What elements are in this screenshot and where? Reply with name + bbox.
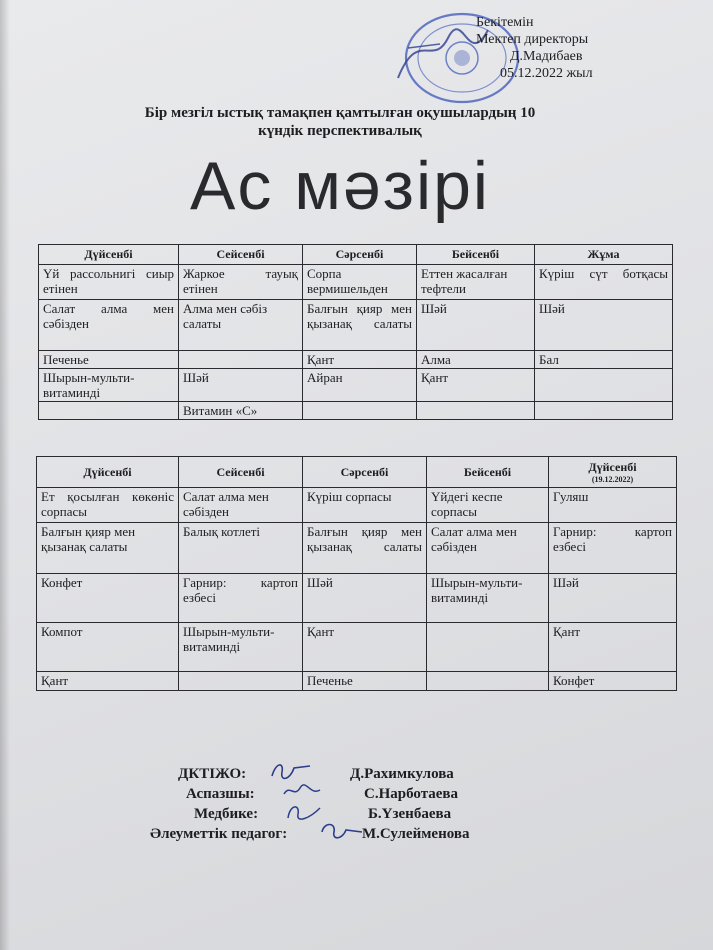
table-row [39, 351, 673, 369]
menu-cell: Балғын қияр мен қызанақ салаты [37, 523, 179, 574]
menu-cell: Алма [417, 351, 535, 369]
day-header: Бейсенбі [417, 245, 535, 265]
menu-cell: Шәй [303, 574, 427, 623]
menu-cell: Гарнир: картоп езбесі [179, 574, 303, 623]
menu-cell: Салат алма мен сәбізден [39, 300, 179, 351]
signature-role: Медбике: [194, 806, 259, 822]
menu-cell: Шәй [549, 574, 677, 623]
menu-cell: Қант [417, 369, 535, 402]
menu-table-week-2 [36, 456, 677, 691]
menu-cell: Күріш сүт ботқасы [535, 265, 673, 300]
menu-cell: Салат алма мен сәбізден [179, 488, 303, 523]
signature-name: Д.Рахимкулова [350, 766, 454, 782]
menu-cell: Айран [303, 369, 417, 402]
menu-cell: Балық котлеті [179, 523, 303, 574]
menu-cell: Күріш сорпасы [303, 488, 427, 523]
document-subtitle [60, 104, 620, 140]
menu-cell: Жаркое тауық етінен [179, 265, 303, 300]
menu-cell [417, 402, 535, 420]
day-header: Бейсенбі [427, 457, 549, 488]
menu-cell: Шәй [179, 369, 303, 402]
menu-cell [39, 402, 179, 420]
table-row [37, 488, 677, 523]
signature-role: Аспазшы: [186, 786, 255, 802]
table-header-row [37, 457, 677, 488]
table-row [37, 672, 677, 691]
menu-cell: Гуляш [549, 488, 677, 523]
table-row [39, 369, 673, 402]
menu-cell: Балғын қияр мен қызанақ салаты [303, 300, 417, 351]
menu-cell [535, 402, 673, 420]
signature-block [150, 764, 570, 844]
menu-cell: Үй рассольнигі сиыр етінен [39, 265, 179, 300]
menu-cell: Қант [37, 672, 179, 691]
menu-cell: Қант [303, 623, 427, 672]
table-row [39, 300, 673, 351]
menu-cell [427, 672, 549, 691]
signature-role: Әлеуметтік педагог: [150, 826, 288, 842]
day-header: Сәрсенбі [303, 457, 427, 488]
menu-cell: Қант [303, 351, 417, 369]
menu-cell: Витамин «С» [179, 402, 303, 420]
day-header: Сейсенбі [179, 457, 303, 488]
menu-cell: Үйдегі кеспе сорпасы [427, 488, 549, 523]
day-header: Сейсенбі [179, 245, 303, 265]
signature-row [150, 784, 570, 804]
menu-cell: Шырын-мульти-витаминді [179, 623, 303, 672]
menu-cell: Балғын қияр мен қызанақ салаты [303, 523, 427, 574]
day-header: Дүйсенбі [39, 245, 179, 265]
menu-cell: Конфет [37, 574, 179, 623]
menu-cell [179, 351, 303, 369]
subtitle-line-1: Бір мезгіл ыстық тамақпен қамтылған оқушылардың 10 [144, 105, 536, 121]
signature-row [150, 764, 570, 784]
table-row [39, 402, 673, 420]
signature-role: ДКТІЖО: [178, 766, 247, 782]
approval-date: 05.12.2022 жыл [500, 66, 593, 81]
menu-cell: Салат алма мен сәбізден [427, 523, 549, 574]
table-header-row [39, 245, 673, 265]
menu-cell: Шырын-мульти-витаминді [39, 369, 179, 402]
menu-table-week-1 [38, 244, 673, 420]
signature-name: Б.Үзенбаева [368, 806, 452, 822]
menu-cell: Гарнир: картоп езбесі [549, 523, 677, 574]
menu-cell [427, 623, 549, 672]
menu-cell: Печенье [303, 672, 427, 691]
menu-cell [303, 402, 417, 420]
day-header: Жұма [535, 245, 673, 265]
menu-cell: Сорпа вермишельден [303, 265, 417, 300]
menu-cell [179, 672, 303, 691]
handwritten-signature [318, 818, 364, 844]
table-row [37, 523, 677, 574]
day-header-with-date [549, 457, 677, 488]
approval-name: Д.Мадибаев [510, 49, 583, 64]
menu-cell: Бал [535, 351, 673, 369]
table-row [37, 623, 677, 672]
menu-cell: Компот [37, 623, 179, 672]
menu-cell: Конфет [549, 672, 677, 691]
menu-cell: Шырын-мульти-витаминді [427, 574, 549, 623]
subtitle-line-2: күндік перспективалық [258, 123, 422, 139]
day-header-date: (19.12.2022) [591, 475, 634, 484]
menu-cell [535, 369, 673, 402]
table-row [39, 265, 673, 300]
page-shadow [0, 0, 10, 950]
menu-cell: Ет қосылған көкөніс сорпасы [37, 488, 179, 523]
page-title: Ас мәзірі [189, 148, 491, 224]
approval-block [470, 14, 710, 82]
signature-row [150, 824, 570, 844]
table-row [37, 574, 677, 623]
menu-cell: Қант [549, 623, 677, 672]
approval-line-1: Бекітемін [476, 15, 534, 30]
menu-cell: Шәй [535, 300, 673, 351]
menu-cell: Еттен жасалған тефтели [417, 265, 535, 300]
menu-cell: Алма мен сәбіз салаты [179, 300, 303, 351]
signature-name: М.Сулейменова [362, 826, 470, 842]
menu-cell: Печенье [39, 351, 179, 369]
day-header: Сәрсенбі [303, 245, 417, 265]
approval-director: Мектеп директоры [476, 32, 589, 47]
day-header-label: Дүйсенбі [588, 460, 637, 474]
signature-name: С.Нарботаева [364, 786, 459, 802]
menu-cell: Шәй [417, 300, 535, 351]
day-header: Дүйсенбі [37, 457, 179, 488]
